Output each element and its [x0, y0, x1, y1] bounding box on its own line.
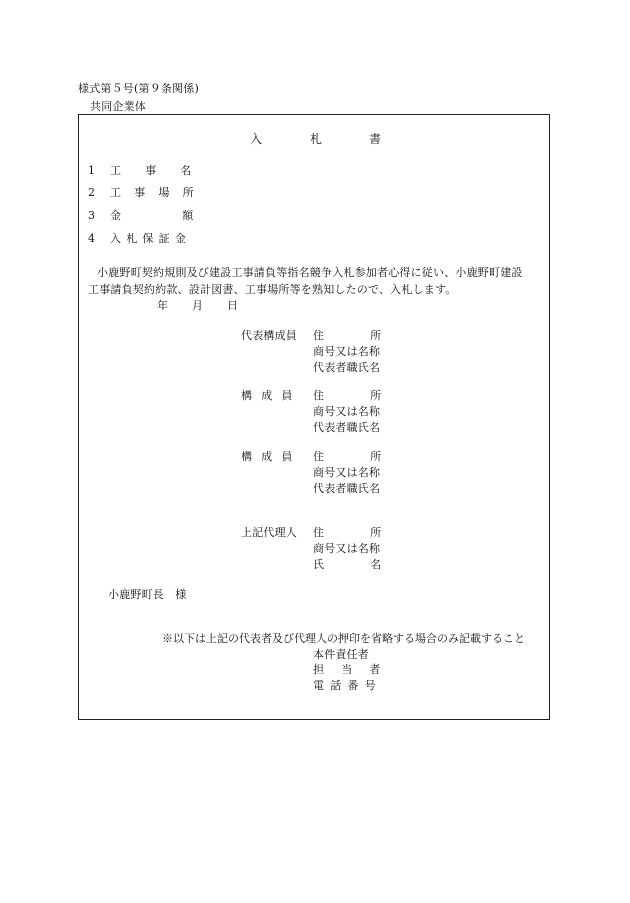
title-char-3: 書: [369, 132, 382, 146]
signer-3-address: 住 所: [313, 450, 382, 463]
joint-venture-label: 共同企業体: [90, 100, 146, 113]
signer-1-company: 商号又は名称: [313, 345, 381, 358]
agent-name: 氏 名: [313, 558, 382, 571]
signer-role-member-1: 構 成 員: [241, 389, 293, 402]
seal-omission-note: ※以下は上記の代表者及び代理人の押印を省略する場合のみ記載すること: [162, 632, 525, 645]
signer-3-representative-name: 代表者職氏名: [313, 482, 381, 495]
title-char-1: 入: [250, 132, 263, 146]
body-text-line-2: 工事請負契約約款、設計図書、工事場所等を熟知したので、入札します。: [88, 283, 457, 296]
date-month: 月: [192, 299, 204, 312]
signer-role-member-2: 構 成 員: [241, 450, 293, 463]
item-number-2: 2: [88, 186, 96, 199]
responsible-person: 本件責任者: [313, 648, 369, 661]
addressee: 小鹿野町長 様: [108, 588, 187, 601]
signer-role-representative: 代表構成員: [241, 329, 297, 342]
title-char-2: 札: [310, 132, 323, 146]
signer-1-representative-name: 代表者職氏名: [313, 361, 381, 374]
date-year: 年: [157, 299, 169, 312]
item-number-4: 4: [88, 232, 96, 245]
agent-role: 上記代理人: [241, 526, 297, 539]
signer-2-address: 住 所: [313, 389, 382, 402]
agent-address: 住 所: [313, 526, 382, 539]
form-number: 様式第５号(第９条関係): [78, 82, 199, 95]
item-number-1: 1: [88, 164, 96, 177]
item-label-construction-site: 工 事 場 所: [110, 186, 194, 199]
signer-2-company: 商号又は名称: [313, 405, 381, 418]
agent-company: 商号又は名称: [313, 542, 381, 555]
item-label-amount: 金 額: [110, 209, 194, 222]
signer-3-company: 商号又は名称: [313, 466, 381, 479]
contact-person: 担 当 者: [313, 663, 381, 676]
item-label-bid-bond: 入 札 保 証 金: [110, 232, 187, 245]
date-day: 日: [227, 299, 239, 312]
item-label-construction-name: 工 事 名: [110, 164, 192, 177]
signer-1-address: 住 所: [313, 329, 382, 342]
signer-2-representative-name: 代表者職氏名: [313, 421, 381, 434]
body-text-line-1: 小鹿野町契約規則及び建設工事請負等指名競争入札参加者心得に従い、小鹿野町建設: [97, 266, 523, 279]
phone-number: 電 話 番 号: [313, 679, 376, 692]
item-number-3: 3: [88, 209, 96, 222]
